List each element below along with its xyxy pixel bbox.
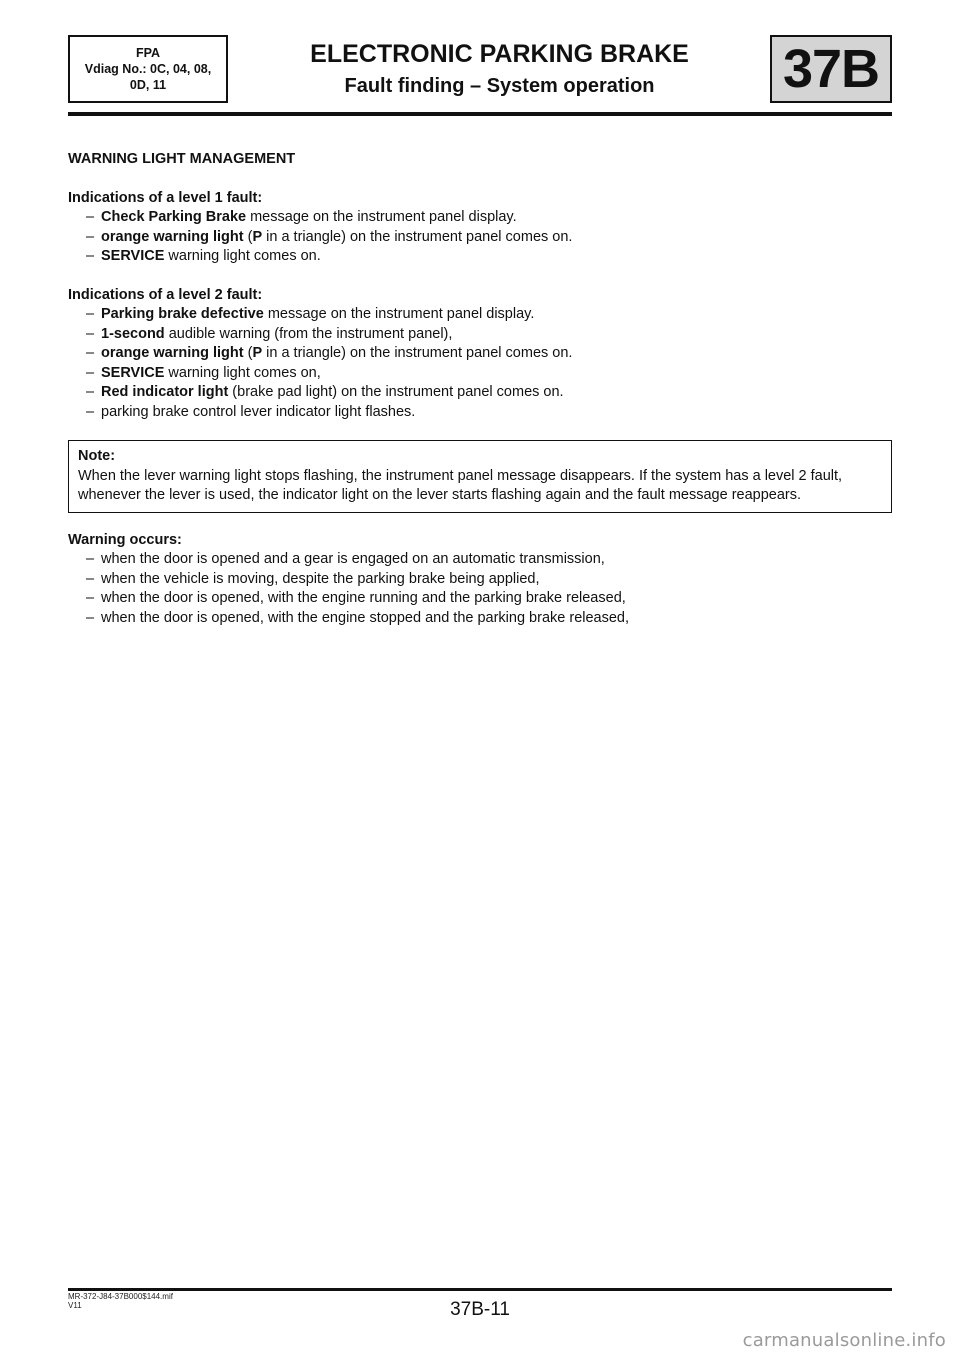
dash-marker: – bbox=[86, 384, 95, 400]
item-text: when the door is opened and a gear is engaged on an automatic transmission, bbox=[101, 551, 605, 567]
section-code: 37B bbox=[782, 39, 880, 99]
section-heading: WARNING LIGHT MANAGEMENT bbox=[68, 151, 296, 167]
note-title: Note: bbox=[78, 448, 116, 464]
dash-marker: – bbox=[86, 570, 95, 587]
item-emphasis: SERVICE bbox=[101, 364, 165, 381]
item-text: (brake pad light) on the instrument panel comes on. bbox=[228, 384, 564, 400]
dash-marker: – bbox=[86, 551, 95, 567]
dash-marker: – bbox=[86, 248, 95, 264]
dash-marker: – bbox=[86, 364, 95, 381]
dash-marker: – bbox=[86, 306, 95, 322]
item-text: audible warning (from the instrument panel), bbox=[164, 325, 453, 342]
item-text: warning light comes on. bbox=[164, 248, 321, 264]
footer-divider bbox=[68, 1288, 892, 1291]
vdiag-line-3: 0D, 11 bbox=[129, 78, 167, 92]
list-item bbox=[86, 228, 892, 248]
item-text: ( bbox=[243, 228, 253, 245]
item-text: parking brake control lever indicator light flashes. bbox=[101, 403, 416, 420]
level2-heading: Indications of a level 2 fault: bbox=[68, 286, 263, 303]
item-text: when the door is opened, with the engine running and the parking brake released, bbox=[101, 590, 626, 606]
page-subtitle: Fault finding – System operation bbox=[344, 75, 655, 97]
item-emphasis: 1-second bbox=[101, 325, 165, 342]
item-emphasis: orange warning light bbox=[101, 228, 244, 245]
dash-marker: – bbox=[86, 345, 95, 361]
dash-marker: – bbox=[86, 209, 95, 225]
item-text: message on the instrument panel display. bbox=[246, 209, 517, 225]
list-item bbox=[86, 550, 892, 570]
list-item bbox=[86, 325, 892, 345]
warning-heading: Warning occurs: bbox=[68, 531, 182, 548]
dash-marker: – bbox=[86, 609, 95, 626]
dash-marker: – bbox=[86, 403, 95, 420]
list-item bbox=[86, 208, 892, 228]
item-text: ( bbox=[243, 345, 253, 361]
item-emphasis: SERVICE bbox=[101, 248, 165, 264]
list-item bbox=[86, 305, 892, 325]
item-text: warning light comes on, bbox=[164, 364, 321, 381]
level1-list bbox=[68, 208, 892, 267]
header-center bbox=[232, 38, 767, 100]
item-text: when the vehicle is moving, despite the parking brake being applied, bbox=[101, 570, 540, 587]
vdiag-line-1: FPA bbox=[135, 46, 161, 60]
item-emphasis: P bbox=[252, 228, 263, 245]
list-item bbox=[86, 383, 892, 403]
item-text: in a triangle) on the instrument panel comes on. bbox=[262, 228, 573, 245]
list-item bbox=[86, 247, 892, 267]
list-item bbox=[86, 609, 892, 629]
list-item bbox=[86, 403, 892, 423]
page-number: 37B-11 bbox=[450, 1299, 510, 1320]
warning-list bbox=[68, 550, 892, 628]
level2-list bbox=[68, 305, 892, 422]
item-emphasis: orange warning light bbox=[101, 345, 244, 361]
note-box bbox=[68, 440, 892, 513]
item-emphasis: Parking brake defective bbox=[101, 306, 264, 322]
item-text: message on the instrument panel display. bbox=[263, 306, 535, 322]
item-text: in a triangle) on the instrument panel comes on. bbox=[262, 345, 573, 361]
dash-marker: – bbox=[86, 228, 95, 245]
main-content bbox=[68, 150, 892, 628]
list-item bbox=[86, 589, 892, 609]
list-item bbox=[86, 570, 892, 590]
list-item bbox=[86, 364, 892, 384]
level1-heading: Indications of a level 1 fault: bbox=[68, 189, 263, 206]
footer-ref-line-1: MR-372-J84-37B000$144.mif bbox=[68, 1292, 173, 1301]
item-emphasis: Red indicator light bbox=[101, 384, 229, 400]
header-divider bbox=[68, 112, 892, 116]
dash-marker: – bbox=[86, 590, 95, 606]
note-text: When the lever warning light stops flashing, the instrument panel message disappears. If the system has a level 2 fault, whenever the lever is used, the indicator light on the lever starts flashing again and the fault message reappears. bbox=[78, 467, 843, 503]
list-item bbox=[86, 344, 892, 364]
footer-ref-line-2: V11 bbox=[68, 1301, 82, 1310]
vdiag-line-2: Vdiag No.: 0C, 04, 08, bbox=[84, 62, 212, 76]
vdiag-box bbox=[68, 35, 228, 103]
item-text: when the door is opened, with the engine stopped and the parking brake released, bbox=[101, 609, 630, 626]
item-emphasis: P bbox=[252, 345, 263, 361]
watermark: carmanualsonline.info bbox=[742, 1330, 946, 1351]
dash-marker: – bbox=[86, 325, 95, 342]
item-emphasis: Check Parking Brake bbox=[101, 209, 247, 225]
page-title: ELECTRONIC PARKING BRAKE bbox=[310, 40, 689, 68]
section-code-box bbox=[770, 35, 892, 103]
